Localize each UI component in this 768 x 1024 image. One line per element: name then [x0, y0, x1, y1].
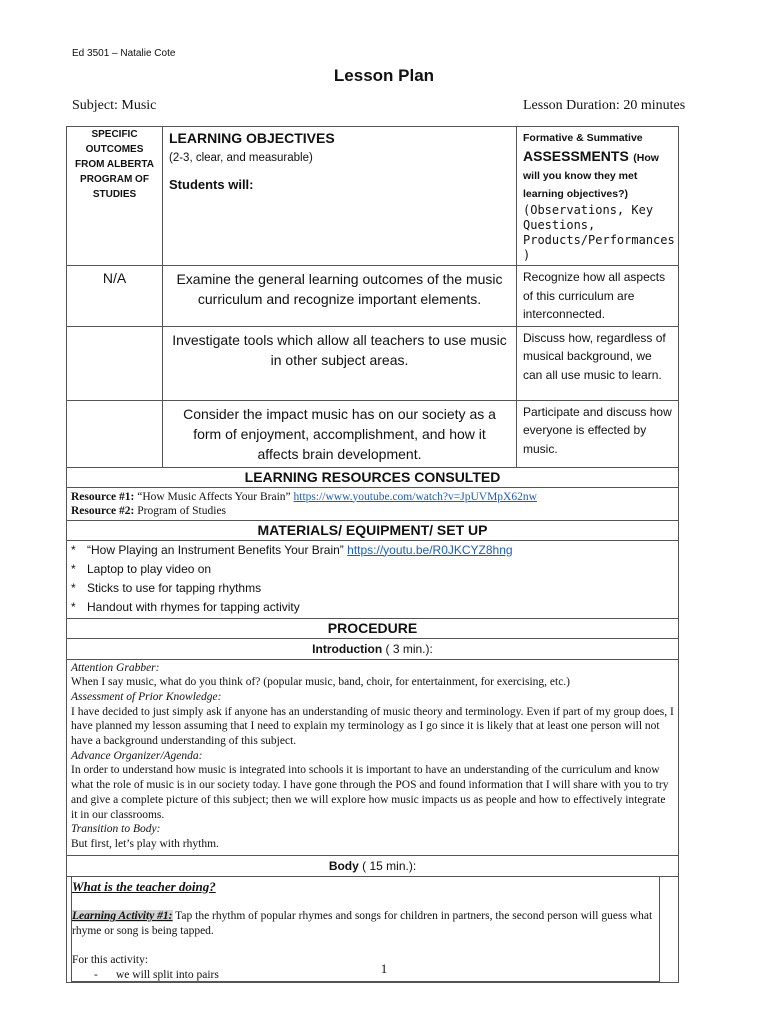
outcomes-header-line: PROGRAM OF — [80, 174, 149, 185]
bullet-icon: * — [71, 542, 76, 557]
transition-text: But first, let’s play with rhythm. — [71, 837, 219, 850]
agenda-text: In order to understand how music is integrated into schools it is important to have an understanding of the curriculum and know what the role of music is in our society today. I have gone through the POS and found information that I will share with you to try and give a complete picture of this subject; then we will explore how music impacts us as people and how to effectively integrate it in our classrooms. — [71, 764, 669, 821]
list-item — [71, 598, 674, 617]
resource-2 — [71, 504, 674, 518]
attention-grabber-label: Attention Grabber: — [71, 661, 160, 674]
objective-cell: Consider the impact music has on our society as a form of enjoyment, accomplishment, and how it affects brain development. — [163, 400, 517, 467]
table-header-row — [67, 127, 679, 266]
resource-1 — [71, 490, 674, 504]
assessment-question: will you know they met learning objectives?) — [523, 170, 638, 200]
assessment-type-label: Formative & Summative — [523, 132, 643, 144]
objective-cell: Examine the general learning outcomes of the music curriculum and recognize important elements. — [163, 266, 517, 327]
assessment-cell: Discuss how, regardless of musical background, we can all use music to learn. — [517, 326, 679, 400]
outcomes-header-line: STUDIES — [92, 189, 137, 200]
prior-knowledge-label: Assessment of Prior Knowledge: — [71, 690, 222, 703]
lesson-plan-table — [66, 126, 679, 983]
prior-knowledge-text: I have decided to just simply ask if anyone has an understanding of music theory and terminology. Even if part of my group does, I have planned my lesson assuming that I need to explain my terminology as I go since it is likely that at least one person will not have a background understanding of this subject. — [71, 705, 674, 748]
list-item — [71, 579, 674, 598]
pairs-text: we will split into pairs — [116, 968, 219, 981]
introduction-content — [67, 659, 679, 855]
materials-heading: MATERIALS/ EQUIPMENT/ SET UP — [67, 520, 679, 540]
attention-grabber-text: When I say music, what do you think of? (popular music, band, choir, for entertainment, for exercising, etc.) — [71, 676, 570, 689]
assessment-header — [517, 127, 679, 266]
resource-1-link[interactable]: https://www.youtube.com/watch?v=JpUVMpX62nw — [293, 490, 537, 503]
agenda-label: Advance Organizer/Agenda: — [71, 749, 203, 762]
transition-label: Transition to Body: — [71, 823, 161, 836]
introduction-time: ( 3 min.): — [382, 641, 433, 656]
duration-line: Lesson Duration: 20 minutes — [523, 98, 686, 113]
resource-2-title: Program of Studies — [134, 504, 227, 517]
outcomes-header-line: SPECIFIC — [91, 129, 138, 140]
assessments-title: ASSESSMENTS — [523, 148, 629, 164]
assessment-cell: Recognize how all aspects of this curriculum are interconnected. — [517, 266, 679, 327]
list-item — [71, 560, 674, 579]
assessment-cell: Participate and discuss how everyone is effected by music. — [517, 400, 679, 467]
for-activity-label: For this activity: — [72, 953, 149, 966]
page-title: Lesson Plan — [333, 66, 435, 85]
body-time: ( 15 min.): — [358, 858, 417, 873]
bullet-icon: * — [71, 561, 76, 576]
resource-2-label: Resource #2: — [71, 504, 135, 517]
objectives-header — [163, 127, 517, 266]
document-header: Ed 3501 – Natalie Cote — [72, 48, 176, 59]
subject-line: Subject: Music — [72, 98, 157, 113]
page-number: 1 — [380, 961, 388, 976]
assessment-how-label: (How — [633, 152, 659, 164]
outcomes-header-line: FROM ALBERTA — [75, 159, 154, 170]
outcome-cell — [67, 400, 163, 467]
outcome-cell: N/A — [67, 266, 163, 327]
list-item — [71, 541, 674, 560]
resources-heading: LEARNING RESOURCES CONSULTED — [67, 467, 679, 487]
table-row — [67, 266, 679, 327]
body-label: Body — [328, 858, 359, 873]
table-row — [67, 400, 679, 467]
learning-activity-1 — [72, 909, 659, 939]
resources-list — [67, 487, 679, 520]
table-row — [67, 326, 679, 400]
outcomes-header — [67, 127, 163, 266]
body-heading — [67, 855, 679, 876]
assessment-examples: (Observations, Key Questions, Products/Performances ) — [523, 203, 675, 262]
teacher-question: What is the teacher doing? — [72, 878, 216, 894]
resource-1-label: Resource #1: — [71, 490, 135, 503]
students-will-label: Students will: — [169, 177, 254, 192]
resource-1-title: “How Music Affects Your Brain” — [134, 490, 294, 503]
objectives-title: LEARNING OBJECTIVES — [169, 130, 335, 146]
material-1-link[interactable]: https://youtu.be/R0JKCYZ8hng — [347, 542, 513, 557]
introduction-heading — [67, 638, 679, 659]
outcome-cell — [67, 326, 163, 400]
introduction-label: Introduction — [312, 641, 383, 656]
procedure-heading: PROCEDURE — [67, 618, 679, 638]
bullet-icon: * — [71, 599, 76, 614]
materials-list — [67, 540, 679, 618]
material-2: Laptop to play video on — [87, 561, 212, 576]
material-1-title: “How Playing an Instrument Benefits Your Brain” — [87, 542, 348, 557]
objectives-subtitle: (2-3, clear, and measurable) — [169, 152, 313, 164]
bullet-icon: * — [71, 580, 76, 595]
learning-activity-label: Learning Activity #1: — [72, 909, 173, 922]
dash-bullet: - — [94, 968, 98, 981]
material-3: Sticks to use for tapping rhythms — [87, 580, 262, 595]
outcomes-header-line: OUTCOMES — [85, 144, 144, 155]
learning-activity-text: Tap the rhythm of popular rhymes and songs for children in partners, the second person will guess what rhyme or song is being tapped. — [72, 909, 653, 937]
objective-cell: Investigate tools which allow all teachers to use music in other subject areas. — [163, 326, 517, 400]
material-4: Handout with rhymes for tapping activity — [87, 599, 300, 614]
